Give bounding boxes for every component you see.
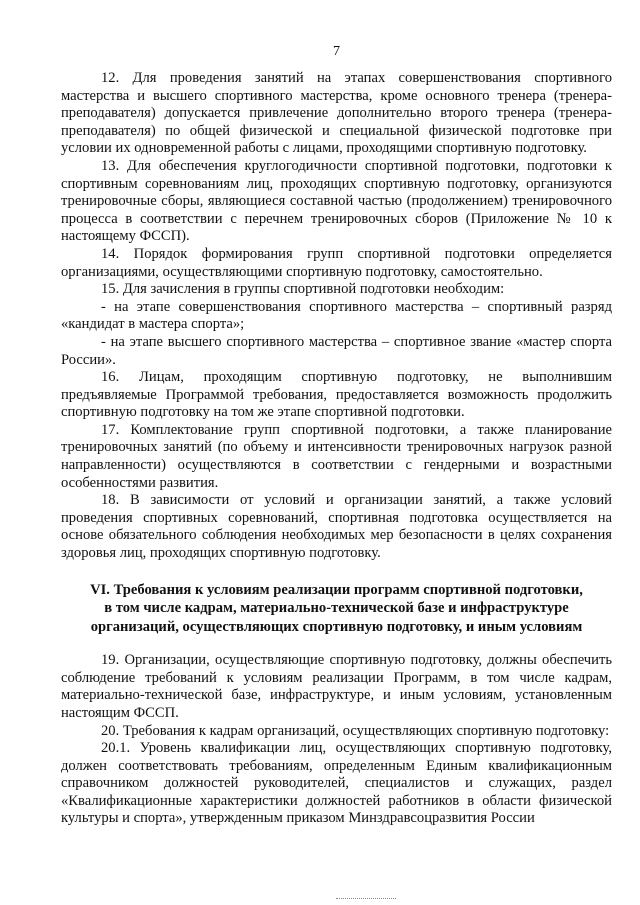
paragraph-13: 13. Для обеспечения круглогодичности спортивной подготовки, подготовки к спортивным соревнованиям лиц, проходящих спортивную подготовку, организуются тренировочные сборы, являющиеся составной частью (продолжением) тренировочного процесса в соответствии с перечнем тренировочных сборов (Приложение № 10 к настоящему ФССП). — [61, 157, 612, 245]
paragraph-19: 19. Организации, осуществляющие спортивную подготовку, должны обеспечить соблюдение требований к условиям реализации Программ, в том числе кадрам, материально-технической базе, инфраструктуре, и иным условиям, установленным настоящим ФССП. — [61, 652, 612, 721]
paragraph-18: 18. В зависимости от условий и организации занятий, а также условий проведения спортивных соревнований, спортивная подготовка осуществляется на основе обязательного соблюдения необходимых мер безопасности в целях сохранения здоровья лиц, проходящих спортивную подготовку. — [61, 492, 612, 562]
section-heading-line-3: организаций, осуществляющих спортивную подготовку, и иным условиям — [90, 618, 583, 635]
paragraph-16: 16. Лицам, проходящим спортивную подготовку, не выполнившим предъявляемые Программой требования, предоставляется возможность продолжить спортивную подготовку на том же этапе спортивной подготовки. — [61, 369, 612, 421]
paragraph-15-item-2: - на этапе высшего спортивного мастерства – спортивное звание «мастер спорта России». — [61, 333, 612, 368]
paragraph-20-1: 20.1. Уровень квалификации лиц, осуществляющих спортивную подготовку, должен соответствовать требованиям, определенным Единым квалификационным справочником должностей руководителей, специалистов и служащих, раздел «Квалификационные характеристики должностей работников в области физической культуры и спорта», утвержденным приказом Минздравсоцразвития России — [61, 740, 612, 827]
scan-artifact-line — [336, 898, 396, 901]
paragraph-12: 12. Для проведения занятий на этапах совершенствования спортивного мастерства и высшего спортивного мастерства, кроме основного тренера (тренера-преподавателя) допускается привлечение дополнительно второго тренера (тренера-преподавателя) по общей физической и специальной физической подготовке при условии их одновременной работы с лицами, проходящими спортивную подготовку. — [61, 70, 612, 157]
paragraph-14: 14. Порядок формирования групп спортивной подготовки определяется организациями, осуществляющими спортивную подготовку, самостоятельно. — [61, 245, 612, 280]
page-number: 7 — [333, 44, 340, 59]
paragraph-17: 17. Комплектование групп спортивной подготовки, а также планирование тренировочных занятий (по объему и интенсивности тренировочных нагрузок разной направленности) осуществляются в соответствии с гендерными и возрастными особенностями развития. — [61, 421, 612, 491]
section-heading-line-2: в том числе кадрам, материально-технической базе и инфраструктуре — [104, 600, 569, 617]
paragraph-15: 15. Для зачисления в группы спортивной подготовки необходим: — [101, 281, 505, 298]
paragraph-20: 20. Требования к кадрам организаций, осуществляющих спортивную подготовку: — [101, 722, 610, 739]
section-heading — [61, 581, 612, 637]
section-heading-line-1: VI. Требования к условиям реализации программ спортивной подготовки, — [90, 581, 583, 598]
paragraph-15-item-1: - на этапе совершенствования спортивного мастерства – спортивный разряд «кандидат в мастера спорта»; — [61, 298, 612, 333]
